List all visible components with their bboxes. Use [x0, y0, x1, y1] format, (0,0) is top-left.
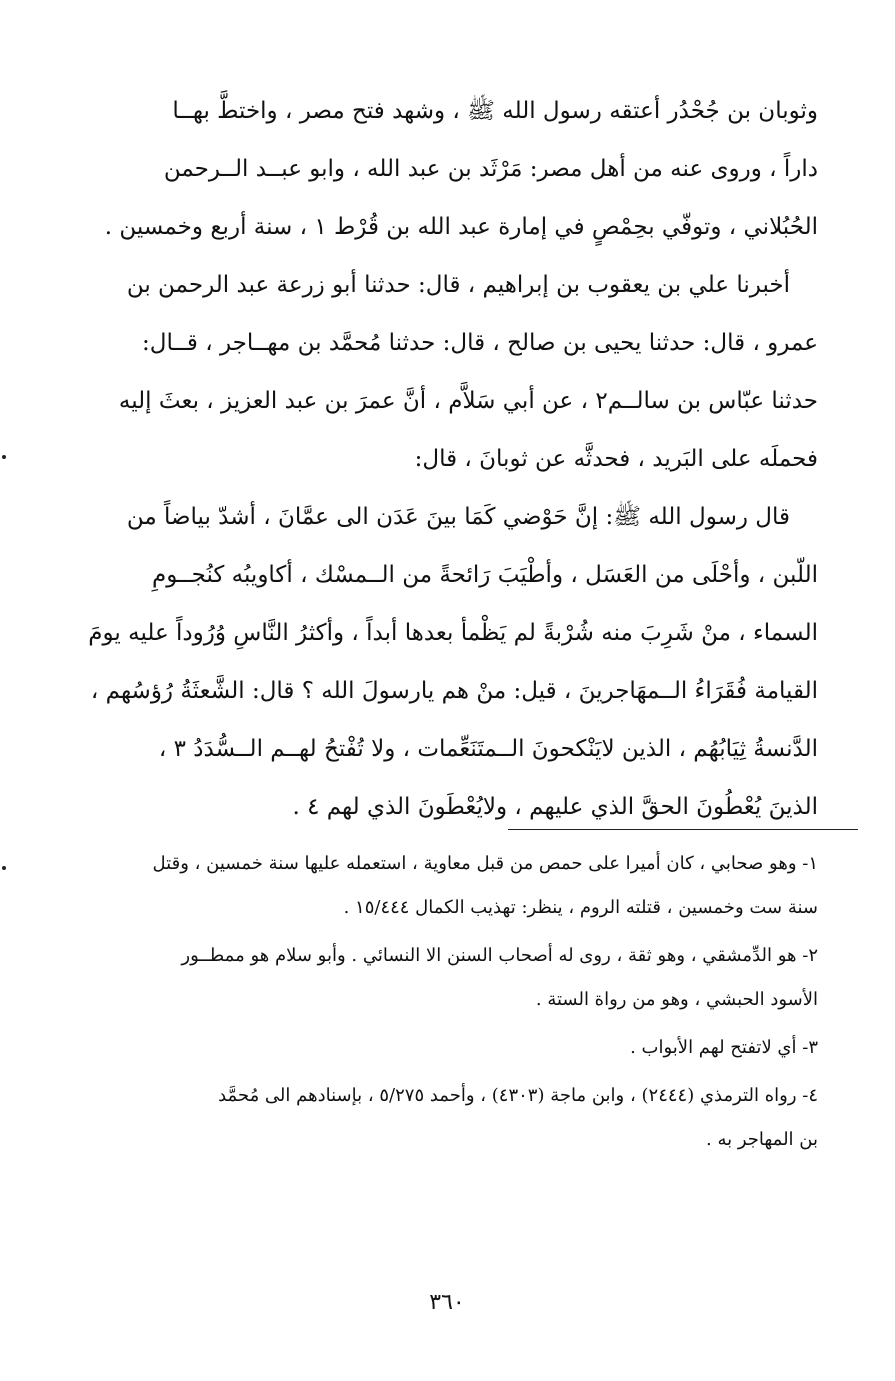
text-line: حدثنا عبّاس بن سالــم٢ ، عن أبي سَلاَّم ، أنَّ عمرَ بن عبد العزيز ، بعثَ إليه	[118, 388, 818, 414]
text-line: الحُبُلاني ، وتوفّي بحِمْصٍ في إمارة عبد الله بن قُرْط ١ ، سنة أربع وخمسين .	[104, 214, 818, 240]
text-line: اللّبن ، وأحْلَى من العَسَل ، وأطْيَبَ رَائحةً من الــمسْك ، أكاويبُه كنُجــومِ	[152, 562, 818, 588]
footnote-line: الأسود الحبشي ، وهو من رواة الستة .	[535, 989, 818, 1010]
page-number: ٣٦٠	[429, 1290, 465, 1315]
paragraph-isnad	[74, 256, 818, 488]
scan-speck	[2, 866, 6, 870]
footnote-line: ٤- رواه الترمذي (٢٤٤٤) ، وابن ماجة (٤٣٠٣) ، وأحمد ٥/٢٧٥ ، بإسنادهم الى مُحمَّد	[218, 1085, 818, 1106]
text-line: السماء ، منْ شَرِبَ منه شُرْبةً لم يَظْمأ بعدها أبداً ، وأكثرُ النَّاسِ وُرُوداً عليه يومَ	[88, 620, 818, 646]
footnote-3	[74, 1026, 818, 1070]
main-text	[74, 82, 818, 836]
paragraph-hadith	[74, 488, 818, 836]
text-line: القيامة فُقَرَاءُ الــمهَاجرينَ ، قيل: منْ هم يارسولَ الله ؟ قال: الشَّعثَةُ رُؤسُهم ،	[90, 678, 818, 704]
footnote-4	[74, 1074, 818, 1162]
text-line: وثوبان بن جُحْدُر أعتقه رسول الله ﷺ ، وشهد فتح مصر ، واختطَّ بهــا	[172, 98, 818, 124]
footnote-line: ٢- هو الدِّمشقي ، وهو ثقة ، روى له أصحاب السنن الا النسائي . وأبو سلام هو ممطــور	[181, 945, 818, 966]
text-line: الذينَ يُعْطُونَ الحقَّ الذي عليهم ، ولايُعْطَونَ الذي لهم ٤ .	[292, 794, 818, 820]
footnote-line: ٣- أي لاتفتح لهم الأبواب .	[630, 1037, 818, 1058]
text-line: الدَّنسةُ ثِيَابُهُم ، الذين لايَنْكحونَ الــمتَنَعِّمات ، ولا تُفْتحُ لهــم الــسُّدَدُ ٣ ،	[158, 736, 818, 762]
text-line: داراً ، وروى عنه من أهل مصر: مَرْثَد بن عبد الله ، وابو عبــد الــرحمن	[163, 156, 818, 182]
footnote-line: بن المهاجر به .	[706, 1129, 818, 1150]
footnote-1	[74, 842, 818, 930]
footnote-separator	[508, 829, 858, 830]
footnote-line: ١- وهو صحابي ، كان أميرا على حمص من قبل معاوية ، استعمله عليها سنة خمسين ، وقتل	[152, 853, 818, 874]
paragraph-biography	[74, 82, 818, 256]
text-line: أخبرنا علي بن يعقوب بن إبراهيم ، قال: حدثنا أبو زرعة عبد الرحمن بن	[126, 272, 790, 298]
footnotes	[74, 842, 818, 1166]
text-line: قال رسول الله ﷺ: إنَّ حَوْضي كَمَا بينَ عَدَن الى عمَّانَ ، أشدّ بياضاً من	[126, 504, 790, 530]
footnote-2	[74, 934, 818, 1022]
footnote-line: سنة ست وخمسين ، قتلته الروم ، ينظر: تهذيب الكمال ١٥/٤٤٤ .	[343, 897, 818, 918]
text-line: فحملَه على البَريد ، فحدثَّه عن ثوبانَ ، قال:	[414, 446, 818, 472]
text-line: عمرو ، قال: حدثنا يحيى بن صالح ، قال: حدثنا مُحمَّد بن مهــاجر ، قــال:	[141, 330, 818, 356]
scan-speck	[2, 455, 6, 459]
